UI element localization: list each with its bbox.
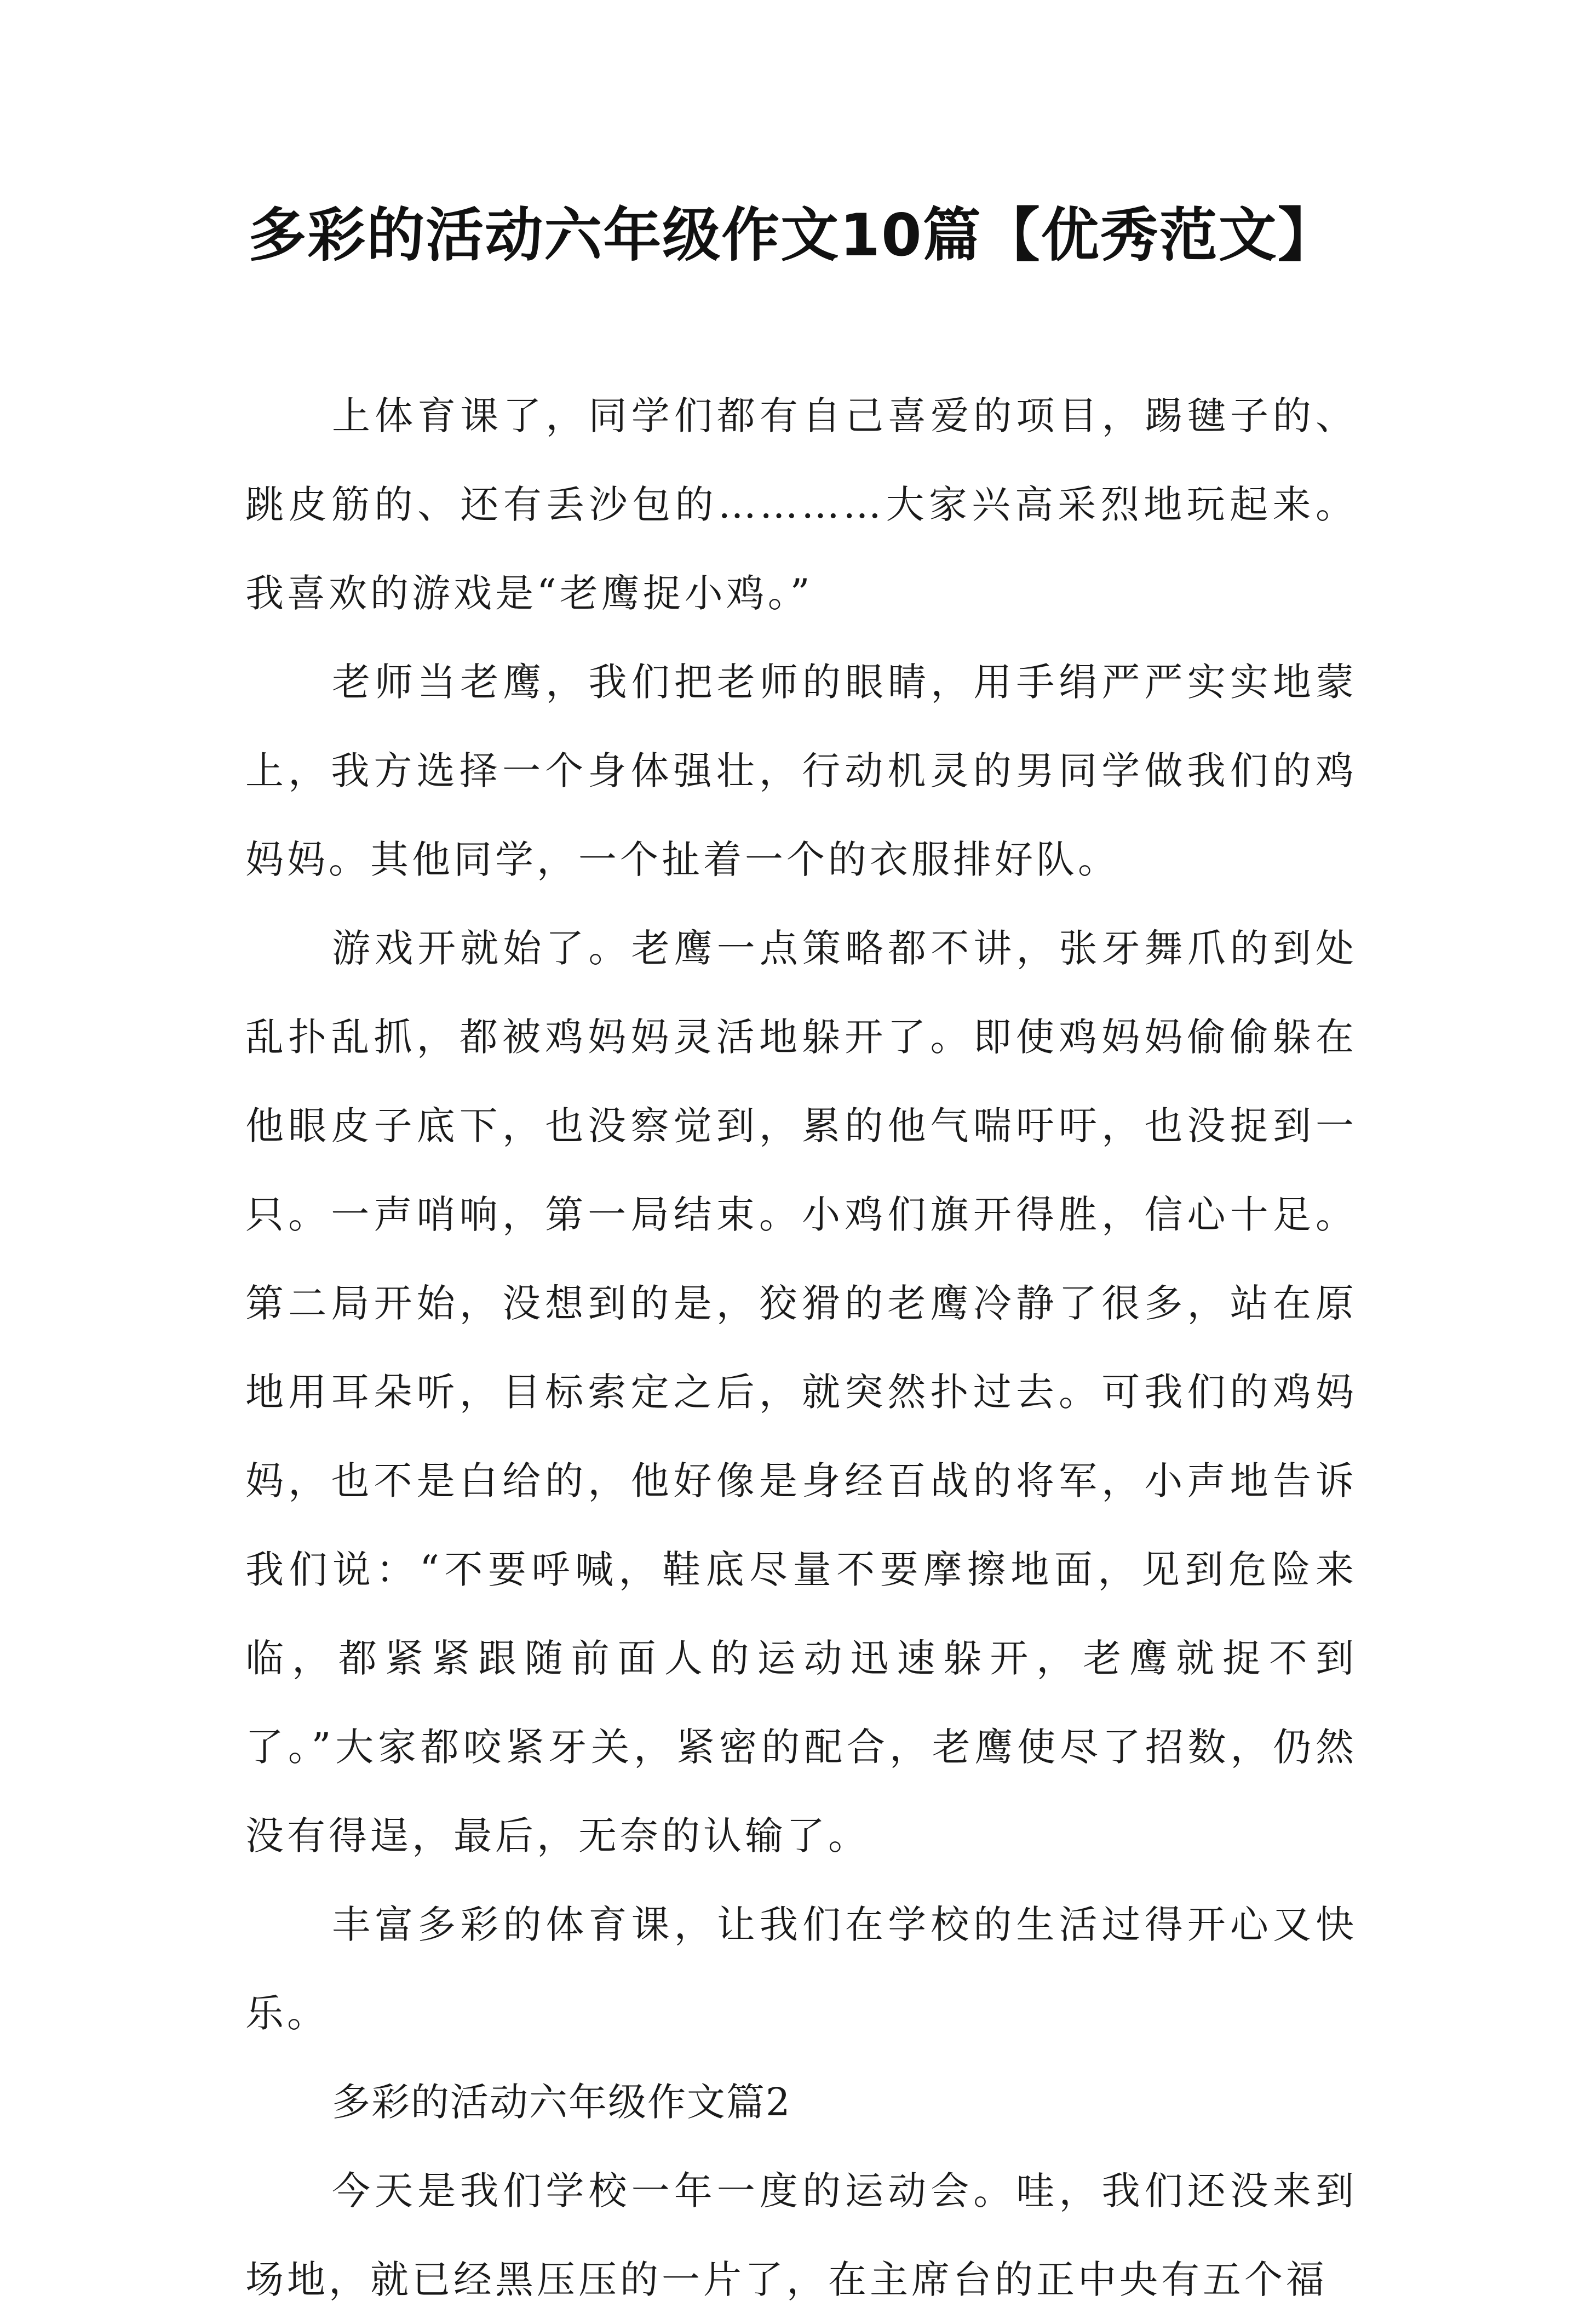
- document-title: 多彩的活动六年级作文10篇【优秀范文】: [248, 202, 1337, 269]
- section-heading: 多彩的活动六年级作文篇2: [332, 2080, 791, 2125]
- document-body: [245, 371, 1357, 2324]
- paragraph: 老师当老鹰，我们把老师的眼睛，用手绢严严实实地蒙上，我方选择一个身体强壮，行动机灵的男同学做我们的鸡妈妈。其他同学，一个扯着一个的衣服排好队。: [245, 660, 1357, 882]
- paragraph: 今天是我们学校一年一度的运动会。哇，我们还没来到场地，就已经黑压压的一片了，在主席台的正中央有五个福: [245, 2168, 1357, 2302]
- paragraph: 游戏开就始了。老鹰一点策略都不讲，张牙舞爪的到处乱扑乱抓，都被鸡妈妈灵活地躲开了。即使鸡妈妈偷偷躲在他眼皮子底下，也没察觉到，累的他气喘吁吁，也没捉到一只。一声哨响，第一局结束。小鸡们旗开得胜，信心十足。第二局开始，没想到的是，狡猾的老鹰冷静了很多，站在原地用耳朵听，目标索定之后，就突然扑过去。可我们的鸡妈妈，也不是白给的，他好像是身经百战的将军，小声地告诉我们说：“不要呼喊，鞋底尽量不要摩擦地面，见到危险来临，都紧紧跟随前面人的运动迅速躲开，老鹰就捉不到了。”大家都咬紧牙关，紧密的配合，老鹰使尽了招数，仍然没有得逞，最后，无奈的认输了。: [245, 926, 1357, 1858]
- paragraph: 丰富多彩的体育课，让我们在学校的生活过得开心又快乐。: [245, 1902, 1357, 2036]
- paragraph: 上体育课了，同学们都有自己喜爱的项目，踢毽子的、跳皮筋的、还有丢沙包的…………大家兴高采烈地玩起来。我喜欢的游戏是“老鹰捉小鸡。”: [245, 393, 1357, 616]
